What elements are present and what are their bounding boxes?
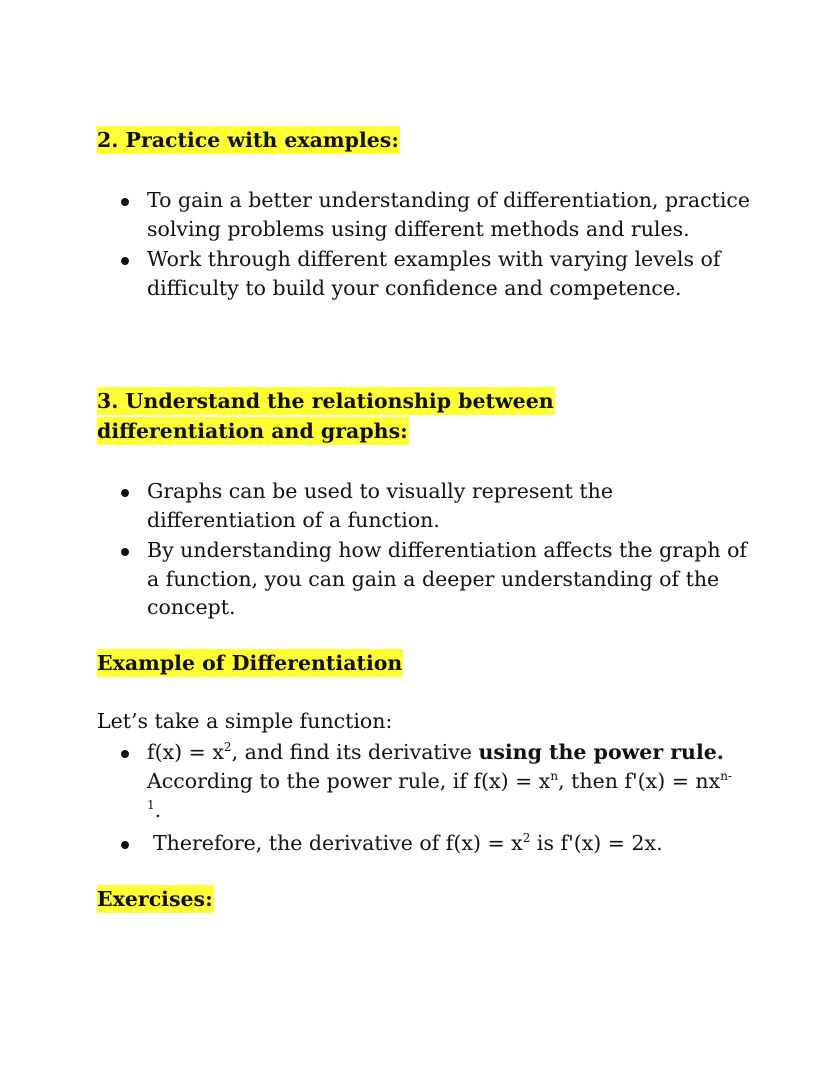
list-item [97,245,757,302]
example-bullet-list [97,738,737,858]
exponent: 2 [522,831,531,845]
bullet-icon [121,548,129,556]
list-item-text: To gain a better understanding of differentiation, practice solving problems using different methods and rules. [147,188,751,241]
power-rule-emphasis: using the power rule. [478,740,724,764]
exponent: 2 [223,740,232,754]
bullet-icon [121,198,129,206]
section-heading-example [97,648,403,678]
list-item [97,477,747,534]
example-intro: Let’s take a simple function: [97,709,393,733]
heading-highlight: 2. Practice with examples: [97,128,399,152]
heading-highlight: 3. Understand the relationship between differentiation and graphs: [97,389,554,443]
exponent: n-1 [147,769,732,812]
bullet-icon [121,489,129,497]
function-text: f(x) = x [147,740,224,764]
list-item [97,186,757,243]
exponent: n [550,769,559,783]
section-heading-exercises [97,884,214,914]
section-heading-practice [97,125,400,155]
list-item-text: , then f'(x) = nx [558,769,721,793]
list-item-text: Work through different examples with varying levels of difficulty to build your confidence and competence. [147,247,721,300]
list-item-text: Therefore, the derivative of f(x) = x [153,831,523,855]
graphs-bullet-list [97,477,747,622]
section-heading-graphs [97,386,617,446]
bullet-icon [121,750,129,758]
list-item [97,738,737,825]
heading-highlight: Example of Differentiation [97,651,403,675]
heading-highlight: Exercises: [97,887,213,911]
bullet-icon [121,257,129,265]
list-item-text: According to the power rule, if f(x) = x [147,769,551,793]
list-item [97,536,747,622]
list-item-text: is f'(x) = 2x. [530,831,663,855]
practice-bullet-list [97,186,757,302]
list-item-text: . [154,798,162,822]
list-item-text: By understanding how differentiation affects the graph of a function, you can gain a deeper understanding of the concept. [147,538,747,619]
list-item-text: , and find its derivative [231,740,479,764]
list-item-text: Graphs can be used to visually represent the differentiation of a function. [147,479,614,532]
list-item [97,829,737,858]
bullet-icon [121,841,129,849]
